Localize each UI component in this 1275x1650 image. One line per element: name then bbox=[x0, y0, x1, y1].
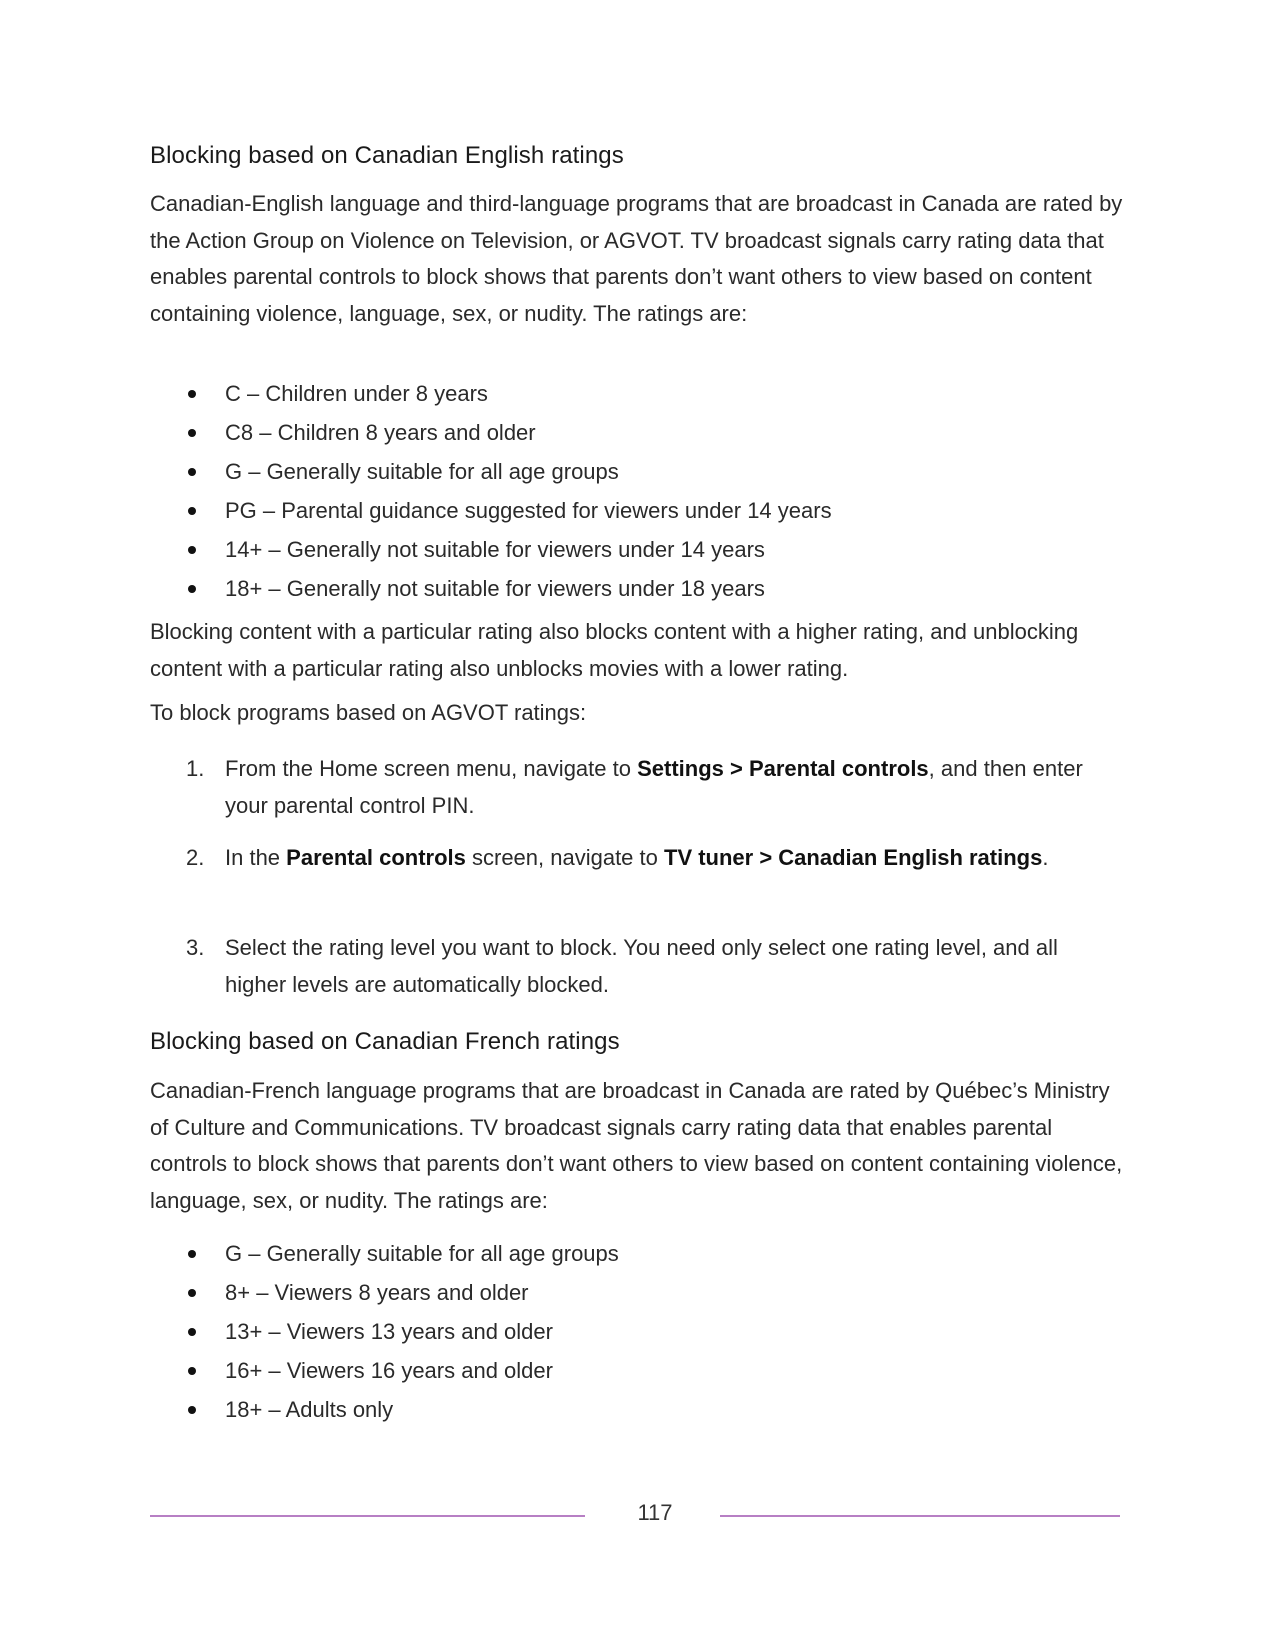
step-2 bbox=[150, 840, 1125, 877]
step-number: 1. bbox=[186, 756, 205, 781]
english-ratings-list bbox=[150, 374, 832, 608]
screen-name: Parental controls bbox=[286, 845, 466, 870]
step-text: From the Home screen menu, navigate to Settings > Parental controls, and then enter your parental control PIN. bbox=[225, 756, 1083, 818]
list-item: 14+ – Generally not suitable for viewers under 14 years bbox=[150, 530, 832, 569]
list-item: 13+ – Viewers 13 years and older bbox=[150, 1312, 619, 1351]
step-3 bbox=[150, 930, 1125, 1003]
section-heading-english: Blocking based on Canadian English ratings bbox=[150, 142, 624, 169]
english-intro-paragraph: Canadian-English language and third-language programs that are broadcast in Canada are rated by the Action Group on Violence on Television, or AGVOT. TV broadcast signals carry rating data that enables parental controls to block shows that parents don’t want others to view based on content containing violence, language, sex, or nudity. The ratings are: bbox=[150, 191, 1123, 326]
step-text: Select the rating level you want to block. You need only select one rating level, and all higher levels are automatically blocked. bbox=[225, 935, 1058, 997]
list-item: PG – Parental guidance suggested for viewers under 14 years bbox=[150, 491, 832, 530]
footer-divider-right bbox=[720, 1515, 1120, 1517]
list-item: G – Generally suitable for all age groups bbox=[150, 1234, 619, 1273]
steps-intro: To block programs based on AGVOT ratings: bbox=[150, 700, 587, 725]
bullet-icon bbox=[188, 390, 196, 398]
bullet-icon bbox=[188, 585, 196, 593]
bullet-icon bbox=[188, 1289, 196, 1297]
step-number: 2. bbox=[186, 845, 205, 870]
menu-path: Settings > Parental controls bbox=[637, 756, 929, 781]
bullet-icon bbox=[188, 1367, 196, 1375]
bullet-icon bbox=[188, 468, 196, 476]
list-item: 18+ – Adults only bbox=[150, 1390, 619, 1429]
bullet-icon bbox=[188, 1328, 196, 1336]
page-number: 117 bbox=[637, 1500, 673, 1525]
french-intro-paragraph: Canadian-French language programs that are broadcast in Canada are rated by Québec’s Ministry of Culture and Communications. TV broadcast signals carry rating data that enables parental controls to block shows that parents don’t want others to view based on content containing violence, language, sex, or nudity. The ratings are: bbox=[150, 1078, 1123, 1213]
section-heading-french: Blocking based on Canadian French ratings bbox=[150, 1028, 620, 1055]
list-item: G – Generally suitable for all age groups bbox=[150, 452, 832, 491]
list-item: C – Children under 8 years bbox=[150, 374, 832, 413]
bullet-icon bbox=[188, 1406, 196, 1414]
bullet-icon bbox=[188, 546, 196, 554]
list-item: 18+ – Generally not suitable for viewers under 18 years bbox=[150, 569, 832, 608]
french-ratings-list bbox=[150, 1234, 619, 1429]
footer-divider-left bbox=[150, 1515, 585, 1517]
step-text: In the Parental controls screen, navigate to TV tuner > Canadian English ratings. bbox=[225, 845, 1049, 870]
bullet-icon bbox=[188, 1250, 196, 1258]
step-number: 3. bbox=[186, 935, 205, 960]
page-footer bbox=[0, 1500, 1275, 1530]
list-item: 16+ – Viewers 16 years and older bbox=[150, 1351, 619, 1390]
bullet-icon bbox=[188, 507, 196, 515]
list-item: C8 – Children 8 years and older bbox=[150, 413, 832, 452]
bullet-icon bbox=[188, 429, 196, 437]
rating-hierarchy-note: Blocking content with a particular rating also blocks content with a higher rating, and unblocking content with a particular rating also unblocks movies with a lower rating. bbox=[150, 619, 1079, 681]
list-item: 8+ – Viewers 8 years and older bbox=[150, 1273, 619, 1312]
menu-path: TV tuner > Canadian English ratings bbox=[664, 845, 1043, 870]
step-1 bbox=[150, 751, 1125, 824]
